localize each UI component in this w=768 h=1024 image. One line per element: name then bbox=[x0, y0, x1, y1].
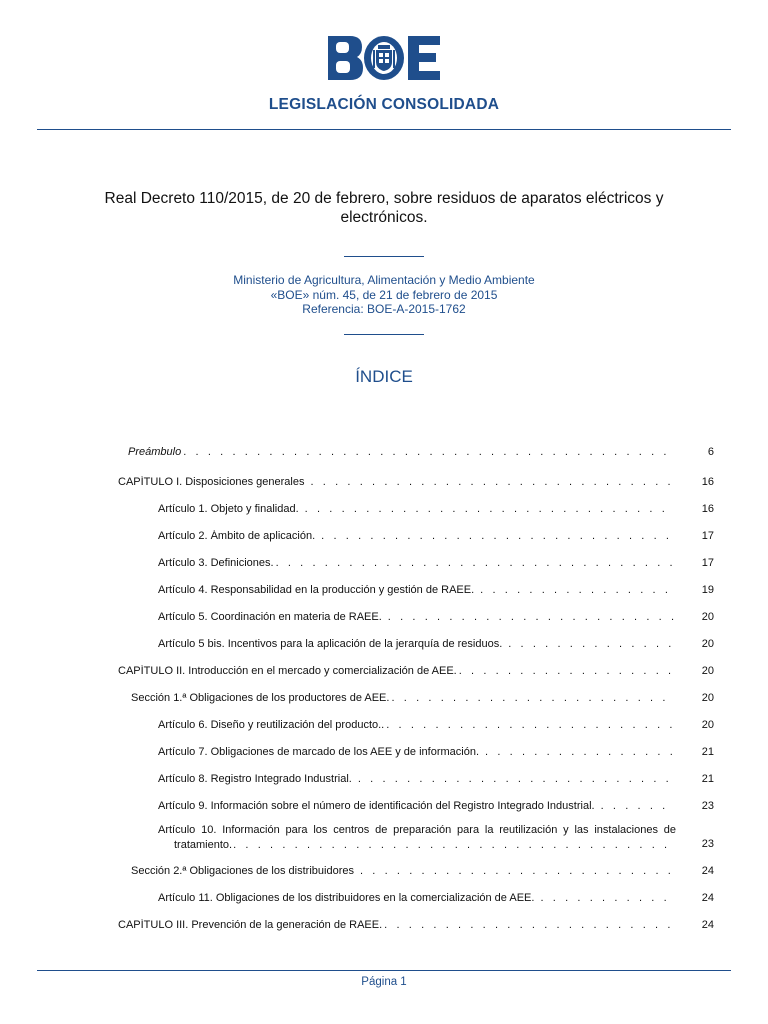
toc-entry[interactable] bbox=[158, 892, 676, 904]
toc-entry[interactable] bbox=[158, 719, 676, 731]
toc-entry[interactable] bbox=[158, 773, 676, 785]
toc-entry[interactable] bbox=[158, 823, 676, 853]
toc-entry[interactable] bbox=[128, 446, 676, 458]
toc-entry-label: Artículo 2. Ámbito de aplicación. bbox=[158, 530, 316, 542]
toc-entry[interactable] bbox=[158, 503, 676, 515]
toc-entry-label: CAPÍTULO I. Disposiciones generales bbox=[118, 476, 305, 488]
toc-entry-label: CAPÍTULO III. Prevención de la generación de RAEE. bbox=[118, 919, 383, 931]
toc-entry-label: Sección 1.ª Obligaciones de los productores de AEE. bbox=[131, 692, 390, 704]
metadata-divider bbox=[344, 334, 424, 335]
boe-reference: Referencia: BOE-A-2015-1762 bbox=[302, 302, 466, 316]
toc-entry-label: Artículo 10. Información para los centros de preparación para la reutilización y las instalaciones de bbox=[158, 824, 676, 836]
toc-entry-page: 21 bbox=[701, 746, 714, 758]
boe-logo bbox=[328, 36, 440, 80]
page-number: Página 1 bbox=[361, 976, 407, 988]
toc-entry-page: 23 bbox=[701, 838, 714, 850]
toc-entry-label: Preámbulo bbox=[128, 446, 182, 458]
toc-entry[interactable] bbox=[118, 919, 676, 931]
toc-entry[interactable] bbox=[131, 692, 676, 704]
header-divider bbox=[37, 129, 731, 130]
consolidated-legislation-header: LEGISLACIÓN CONSOLIDADA bbox=[268, 96, 500, 113]
toc-entry-label: Artículo 9. Información sobre el número de identificación del Registro Integrado Industrial. bbox=[158, 800, 595, 812]
toc-entry[interactable] bbox=[158, 800, 676, 812]
toc-entry-label: Artículo 4. Responsabilidad en la producción y gestión de RAEE. bbox=[158, 584, 475, 596]
toc-entry-page: 20 bbox=[701, 692, 714, 704]
toc-entry-page: 24 bbox=[701, 919, 714, 931]
toc-entry[interactable] bbox=[158, 611, 676, 623]
index-title: ÍNDICE bbox=[355, 367, 413, 386]
toc-entry-page: 17 bbox=[701, 557, 714, 569]
toc-entry[interactable] bbox=[158, 638, 676, 650]
toc-entry[interactable] bbox=[158, 746, 676, 758]
toc-entry[interactable] bbox=[131, 865, 676, 877]
toc-entry[interactable] bbox=[158, 530, 676, 542]
toc-entry-page: 24 bbox=[701, 892, 714, 904]
toc-entry-page: 21 bbox=[701, 773, 714, 785]
toc-entry-label: CAPÍTULO II. Introducción en el mercado y comercialización de AEE. bbox=[118, 665, 457, 677]
toc-entry-label: Artículo 6. Diseño y reutilización del producto.. bbox=[158, 719, 385, 731]
toc-entry-label: Sección 2.ª Obligaciones de los distribuidores bbox=[131, 865, 354, 877]
toc-entry-page: 20 bbox=[701, 719, 714, 731]
ministry-name: Ministerio de Agricultura, Alimentación y Medio Ambiente bbox=[233, 273, 535, 287]
toc-entry-label: Artículo 7. Obligaciones de marcado de los AEE y de información. bbox=[158, 746, 480, 758]
toc-entry-page: 24 bbox=[701, 865, 714, 877]
toc-entry-label: Artículo 3. Definiciones. bbox=[158, 557, 274, 569]
toc-entry-page: 20 bbox=[701, 638, 714, 650]
toc-entry-label: Artículo 5. Coordinación en materia de RAEE. bbox=[158, 611, 382, 623]
toc-entry-page: 17 bbox=[701, 530, 714, 542]
toc-entry[interactable] bbox=[118, 665, 676, 677]
toc-entry-label: Artículo 11. Obligaciones de los distribuidores en la comercialización de AEE. bbox=[158, 892, 535, 904]
footer-divider bbox=[37, 970, 731, 971]
boe-issue: «BOE» núm. 45, de 21 de febrero de 2015 bbox=[270, 287, 498, 302]
toc-entry[interactable] bbox=[158, 584, 676, 596]
toc-entry-page: 16 bbox=[701, 476, 714, 488]
toc-entry-page: 20 bbox=[701, 611, 714, 623]
toc-entry[interactable] bbox=[158, 557, 676, 569]
toc-entry-page: 6 bbox=[707, 446, 714, 458]
toc-entry-page: 16 bbox=[701, 503, 714, 515]
toc-entry-label-continued: tratamiento. bbox=[174, 839, 233, 851]
toc-entry[interactable] bbox=[118, 476, 676, 488]
toc-entry-label: Artículo 1. Objeto y finalidad. bbox=[158, 503, 299, 515]
toc-entry-page: 23 bbox=[701, 800, 714, 812]
document-metadata bbox=[0, 273, 768, 317]
toc-entry-label: Artículo 8. Registro Integrado Industrial. bbox=[158, 773, 352, 785]
document-title: Real Decreto 110/2015, de 20 de febrero, sobre residuos de aparatos eléctricos y electrónicos. bbox=[104, 190, 664, 226]
toc-entry-label: Artículo 5 bis. Incentivos para la aplicación de la jerarquía de residuos. bbox=[158, 638, 503, 650]
toc-entry-page: 20 bbox=[701, 665, 714, 677]
title-divider bbox=[344, 256, 424, 257]
toc-entry-page: 19 bbox=[701, 584, 714, 596]
